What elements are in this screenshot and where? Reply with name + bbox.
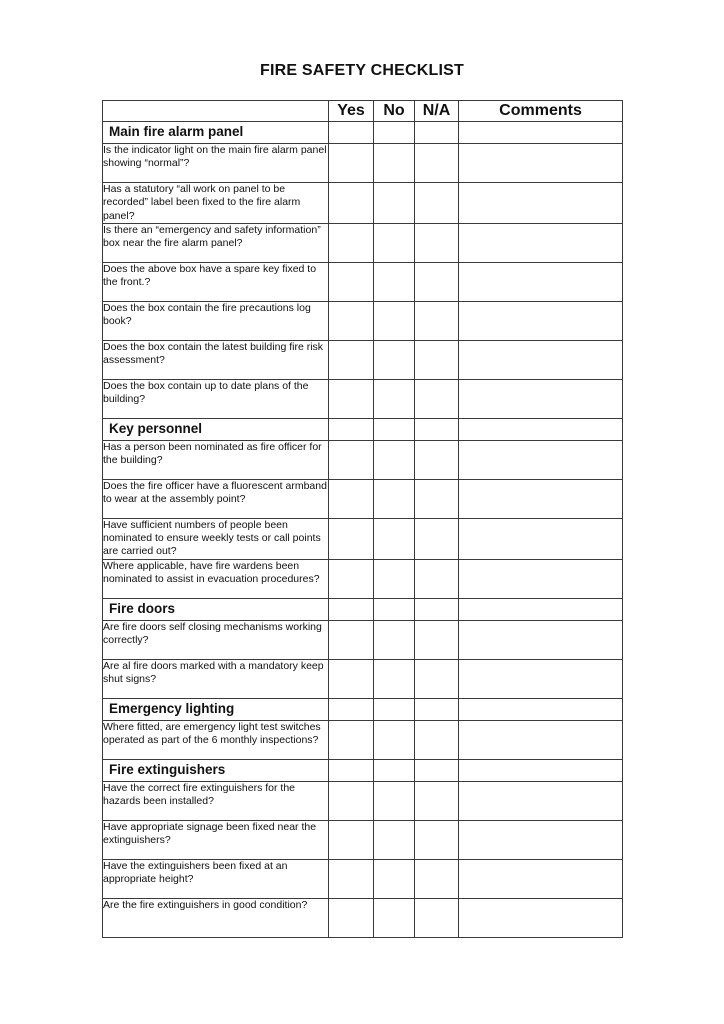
table-row: [103, 559, 623, 598]
no-cell[interactable]: [374, 518, 415, 559]
no-cell[interactable]: [374, 559, 415, 598]
section-yes-cell: [329, 122, 374, 144]
section-yes-cell: [329, 759, 374, 781]
section-comments-cell: [459, 598, 623, 620]
na-cell[interactable]: [415, 859, 459, 898]
section-yes-cell: [329, 598, 374, 620]
comments-cell[interactable]: [459, 379, 623, 418]
no-cell[interactable]: [374, 440, 415, 479]
na-cell[interactable]: [415, 479, 459, 518]
section-row: [103, 122, 623, 144]
na-cell[interactable]: [415, 301, 459, 340]
question-text: Does the fire officer have a fluorescent armband to wear at the assembly point?: [103, 479, 329, 518]
na-cell[interactable]: [415, 144, 459, 183]
table-row: [103, 659, 623, 698]
section-no-cell: [374, 759, 415, 781]
comments-cell[interactable]: [459, 144, 623, 183]
na-cell[interactable]: [415, 223, 459, 262]
table-row: [103, 620, 623, 659]
checklist-table: [102, 100, 623, 938]
section-na-cell: [415, 418, 459, 440]
table-row: [103, 820, 623, 859]
yes-cell[interactable]: [329, 820, 374, 859]
na-cell[interactable]: [415, 620, 459, 659]
yes-cell[interactable]: [329, 262, 374, 301]
section-yes-cell: [329, 698, 374, 720]
table-row: [103, 898, 623, 937]
comments-cell[interactable]: [459, 820, 623, 859]
question-text: Has a statutory “all work on panel to be recorded” label been fixed to the fire alarm panel?: [103, 183, 329, 224]
section-no-cell: [374, 418, 415, 440]
no-cell[interactable]: [374, 262, 415, 301]
table-row: [103, 144, 623, 183]
section-comments-cell: [459, 759, 623, 781]
no-header: No: [374, 101, 415, 122]
no-cell[interactable]: [374, 340, 415, 379]
section-comments-cell: [459, 122, 623, 144]
section-na-cell: [415, 122, 459, 144]
yes-cell[interactable]: [329, 440, 374, 479]
section-na-cell: [415, 698, 459, 720]
na-cell[interactable]: [415, 262, 459, 301]
yes-cell[interactable]: [329, 720, 374, 759]
question-text: Where applicable, have fire wardens been nominated to assist in evacuation procedures?: [103, 559, 329, 598]
table-row: [103, 518, 623, 559]
no-cell[interactable]: [374, 144, 415, 183]
comments-cell[interactable]: [459, 479, 623, 518]
document-title: FIRE SAFETY CHECKLIST: [260, 62, 464, 79]
question-text: Is the indicator light on the main fire alarm panel showing “normal”?: [103, 144, 329, 183]
yes-cell[interactable]: [329, 340, 374, 379]
yes-cell[interactable]: [329, 781, 374, 820]
section-na-cell: [415, 598, 459, 620]
yes-cell[interactable]: [329, 479, 374, 518]
na-cell[interactable]: [415, 340, 459, 379]
section-heading: Key personnel: [103, 418, 329, 440]
comments-cell[interactable]: [459, 440, 623, 479]
checklist-body: [103, 122, 623, 938]
na-cell[interactable]: [415, 518, 459, 559]
na-cell[interactable]: [415, 559, 459, 598]
na-cell[interactable]: [415, 183, 459, 224]
yes-cell[interactable]: [329, 859, 374, 898]
yes-cell[interactable]: [329, 620, 374, 659]
na-cell[interactable]: [415, 659, 459, 698]
yes-cell[interactable]: [329, 379, 374, 418]
yes-header: Yes: [329, 101, 374, 122]
question-text: Are al fire doors marked with a mandatory keep shut signs?: [103, 659, 329, 698]
table-row: [103, 340, 623, 379]
section-na-cell: [415, 759, 459, 781]
table-row: [103, 720, 623, 759]
comments-cell[interactable]: [459, 301, 623, 340]
yes-cell[interactable]: [329, 223, 374, 262]
header-row: [103, 101, 623, 122]
na-cell[interactable]: [415, 820, 459, 859]
yes-cell[interactable]: [329, 898, 374, 937]
section-row: [103, 698, 623, 720]
comments-cell[interactable]: [459, 659, 623, 698]
table-row: [103, 183, 623, 224]
question-text: Does the above box have a spare key fixed to the front.?: [103, 262, 329, 301]
comments-cell[interactable]: [459, 898, 623, 937]
section-no-cell: [374, 598, 415, 620]
question-text: Does the box contain the latest building fire risk assessment?: [103, 340, 329, 379]
question-header: [103, 101, 329, 122]
section-yes-cell: [329, 418, 374, 440]
yes-cell[interactable]: [329, 183, 374, 224]
question-text: Does the box contain the fire precautions log book?: [103, 301, 329, 340]
no-cell[interactable]: [374, 859, 415, 898]
comments-cell[interactable]: [459, 340, 623, 379]
no-cell[interactable]: [374, 479, 415, 518]
comments-cell[interactable]: [459, 559, 623, 598]
na-cell[interactable]: [415, 440, 459, 479]
section-heading: Emergency lighting: [103, 698, 329, 720]
section-no-cell: [374, 698, 415, 720]
na-cell[interactable]: [415, 379, 459, 418]
comments-cell[interactable]: [459, 720, 623, 759]
question-text: Where fitted, are emergency light test switches operated as part of the 6 monthly inspections?: [103, 720, 329, 759]
section-heading: Fire extinguishers: [103, 759, 329, 781]
na-cell[interactable]: [415, 898, 459, 937]
no-cell[interactable]: [374, 720, 415, 759]
no-cell[interactable]: [374, 659, 415, 698]
no-cell[interactable]: [374, 183, 415, 224]
table-row: [103, 223, 623, 262]
question-text: Does the box contain up to date plans of the building?: [103, 379, 329, 418]
no-cell[interactable]: [374, 301, 415, 340]
comments-cell[interactable]: [459, 223, 623, 262]
comments-cell[interactable]: [459, 859, 623, 898]
section-no-cell: [374, 122, 415, 144]
table-row: [103, 479, 623, 518]
no-cell[interactable]: [374, 898, 415, 937]
no-cell[interactable]: [374, 620, 415, 659]
comments-cell[interactable]: [459, 781, 623, 820]
yes-cell[interactable]: [329, 144, 374, 183]
na-cell[interactable]: [415, 781, 459, 820]
section-heading: Fire doors: [103, 598, 329, 620]
na-cell[interactable]: [415, 720, 459, 759]
question-text: Have appropriate signage been fixed near the extinguishers?: [103, 820, 329, 859]
question-text: Have the correct fire extinguishers for the hazards been installed?: [103, 781, 329, 820]
comments-cell[interactable]: [459, 262, 623, 301]
table-row: [103, 262, 623, 301]
table-row: [103, 781, 623, 820]
table-row: [103, 379, 623, 418]
no-cell[interactable]: [374, 379, 415, 418]
yes-cell[interactable]: [329, 518, 374, 559]
section-heading: Main fire alarm panel: [103, 122, 329, 144]
section-row: [103, 598, 623, 620]
question-text: Are the fire extinguishers in good condition?: [103, 898, 329, 937]
comments-header: Comments: [459, 101, 623, 122]
section-row: [103, 418, 623, 440]
yes-cell[interactable]: [329, 301, 374, 340]
question-text: Have the extinguishers been fixed at an appropriate height?: [103, 859, 329, 898]
question-text: Is there an “emergency and safety information” box near the fire alarm panel?: [103, 223, 329, 262]
question-text: Has a person been nominated as fire officer for the building?: [103, 440, 329, 479]
yes-cell[interactable]: [329, 559, 374, 598]
na-header: N/A: [415, 101, 459, 122]
no-cell[interactable]: [374, 820, 415, 859]
comments-cell[interactable]: [459, 183, 623, 224]
comments-cell[interactable]: [459, 518, 623, 559]
no-cell[interactable]: [374, 223, 415, 262]
table-row: [103, 859, 623, 898]
table-row: [103, 440, 623, 479]
section-comments-cell: [459, 698, 623, 720]
section-row: [103, 759, 623, 781]
table-row: [103, 301, 623, 340]
section-comments-cell: [459, 418, 623, 440]
question-text: Are fire doors self closing mechanisms working correctly?: [103, 620, 329, 659]
comments-cell[interactable]: [459, 620, 623, 659]
yes-cell[interactable]: [329, 659, 374, 698]
question-text: Have sufficient numbers of people been nominated to ensure weekly tests or call points are carried out?: [103, 518, 329, 559]
no-cell[interactable]: [374, 781, 415, 820]
